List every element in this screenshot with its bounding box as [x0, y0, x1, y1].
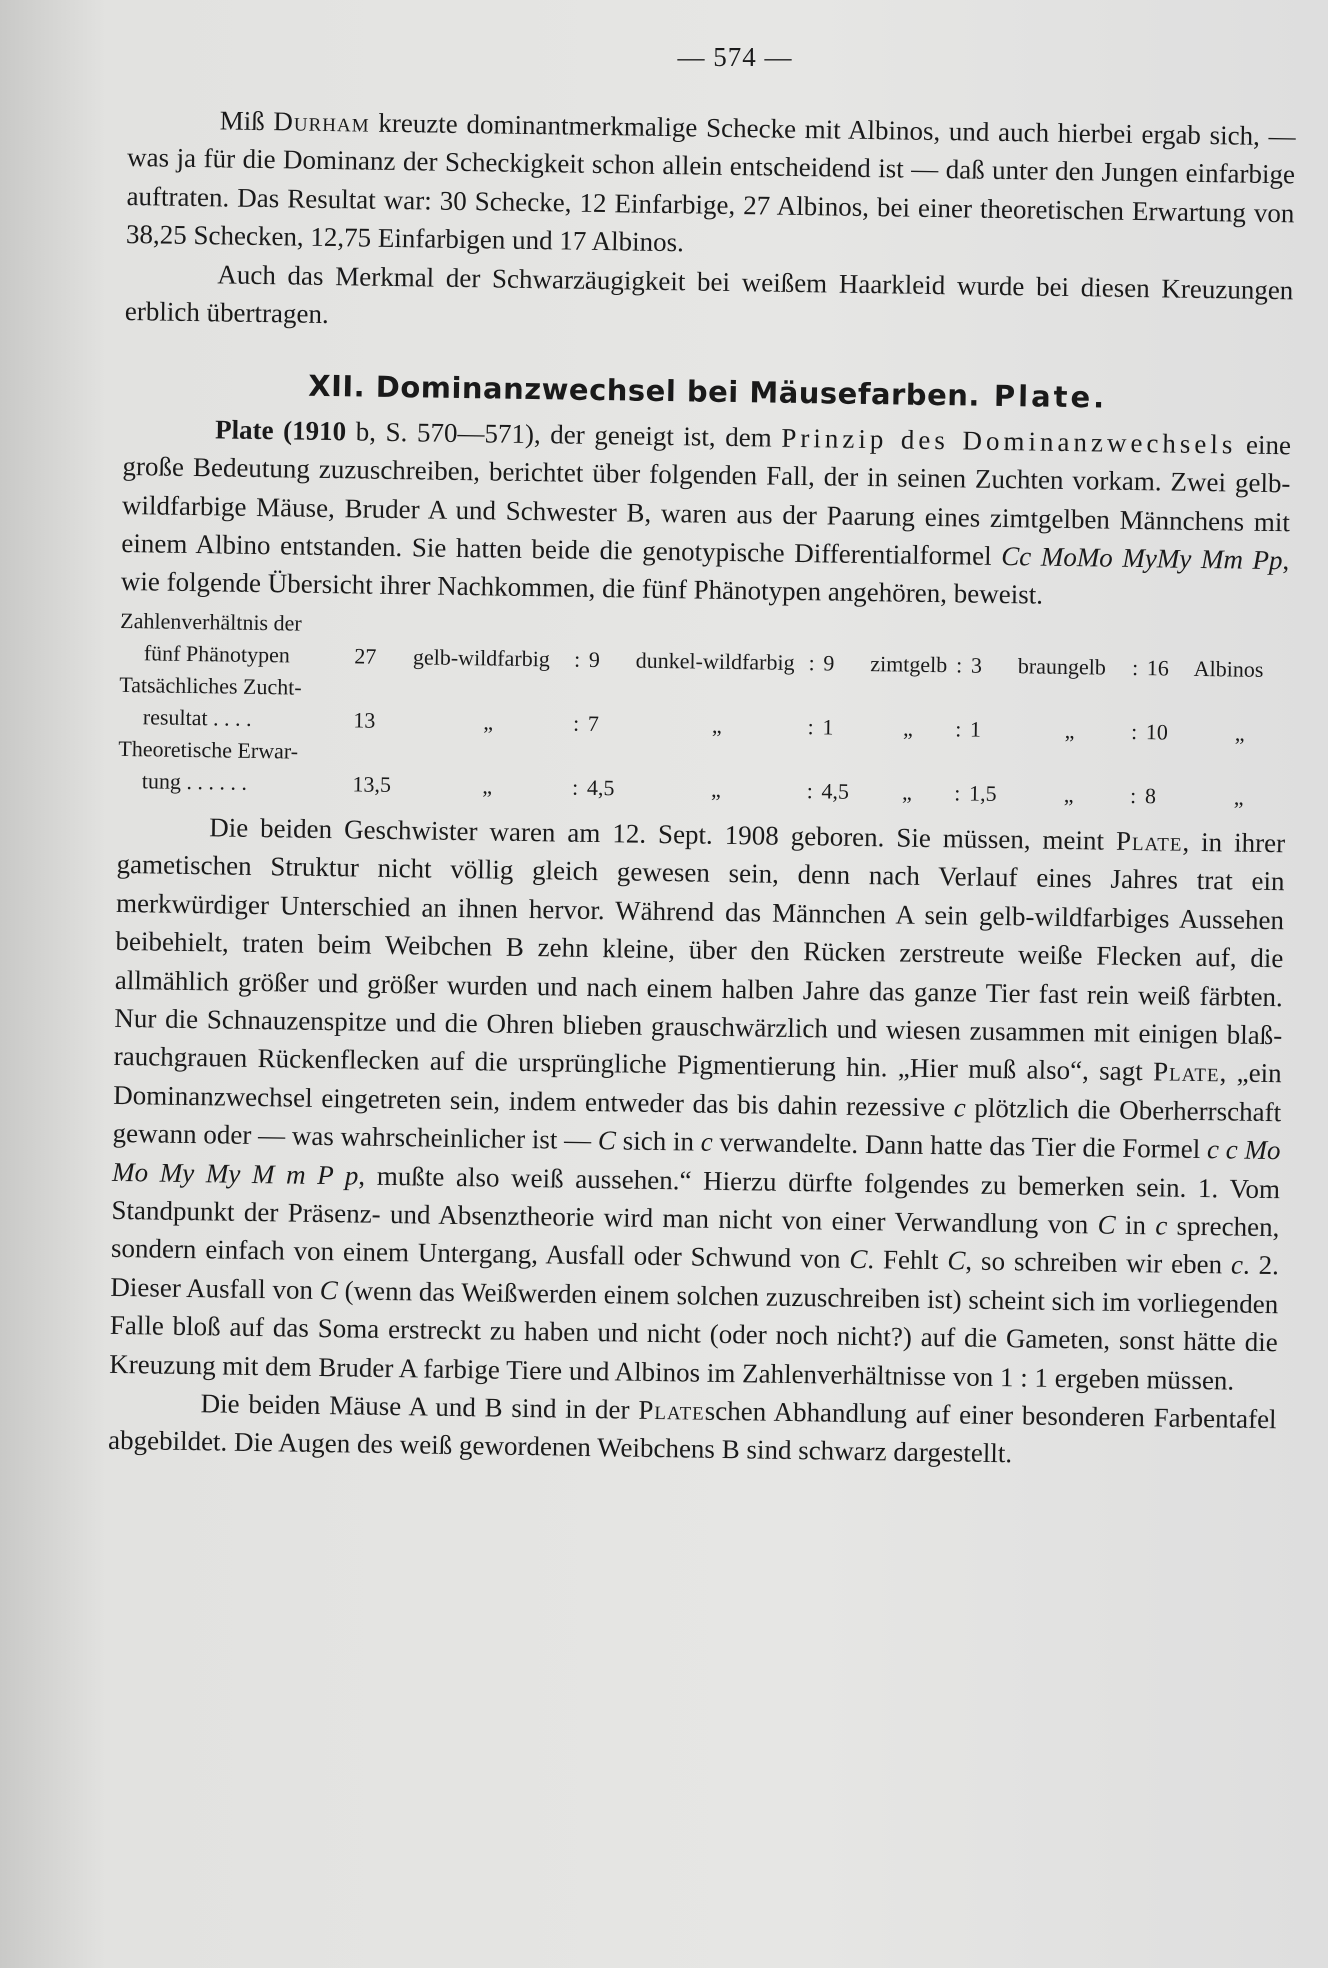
- table-cell: :: [1131, 654, 1139, 680]
- text-run: c: [700, 1126, 713, 1157]
- text-run: b, S. 570—571), der geneigt ist, dem: [345, 416, 782, 453]
- row-label-line: fünf Phänotypen: [143, 640, 291, 668]
- text-run: Die beiden Mäuse A und B sind in der: [200, 1388, 639, 1425]
- table-cell: „: [1064, 717, 1075, 743]
- paragraph: [108, 1383, 1277, 1477]
- table-cell: Albinos: [1193, 655, 1264, 682]
- row-label: [119, 669, 355, 736]
- text-run: , mußte also weiß aussehen.“ Hierzu dürfte folgendes zu bemerken sein. 1. Vom Standpunkt der Präsenz- und Absenztheorie wird man nicht von einer Verwandlung von: [111, 1160, 1281, 1240]
- bottom-paragraphs: [108, 807, 1286, 1477]
- paragraph: [125, 254, 1294, 348]
- table-cell: „: [1234, 720, 1245, 746]
- text-run: in: [1115, 1209, 1156, 1241]
- text-run: Plate (1910: [214, 414, 347, 447]
- table-cell: „: [902, 715, 914, 741]
- text-run: C: [597, 1125, 617, 1156]
- text-run: , in ihrer gametischen Struktur nicht völlig gleich gewesen sein, denn nach Verlauf eines Jahres trat ein merkwürdiger Unterschied an ihnen hervor. Während das Männchen A sein gelb-wildfarbiges Aussehen beibehielt, traten beim Weibchen B zehn kleine, über den Rücken zerstreute weiße Flecken auf, die allmählich größer und größer wurden und nach einem halben Jahre das ganze Tier fast rein weiß färbten. Nur die Schnauzenspitze und die Ohren blieben grauschwärzlich und wiesen zusammen mit einigen blaß-rauchgrauen Rückenflecken auf die ursprüngliche Pigmentierung hin. „Hier muß also“, sagt: [113, 826, 1286, 1087]
- table-cell: zimtgelb: [870, 650, 948, 678]
- table-cell: „: [1233, 784, 1244, 810]
- text-run: Cc MoMo MyMy Mm Pp: [1001, 541, 1283, 576]
- table-cell: „: [901, 779, 913, 805]
- text-run: Durham: [273, 106, 370, 138]
- row-label: [120, 605, 356, 672]
- text-run: eine große Bedeutung zuzuschreiben, berichtet über folgenden Fall, der in seinen Zuchten vorkam. Zwei gelb-wildfarbige Mäuse, Bruder A und Schwester B, waren aus der Paarung eines zimtgelben Männchens mit einem Albino entstanden. Sie hatten beide die genotypische Differentialformel: [121, 429, 1292, 572]
- text-run: , so schreiben wir eben: [965, 1245, 1232, 1280]
- table-cell: 9: [823, 650, 835, 676]
- table-cell: :: [571, 774, 579, 800]
- table-cell: :: [573, 646, 581, 672]
- table-cell: 9: [588, 646, 601, 672]
- row-label-line: resultat . . . .: [142, 704, 252, 731]
- table-cell: 27: [354, 643, 377, 669]
- table-cell: 3: [970, 652, 983, 678]
- text-run: Miß: [219, 105, 274, 137]
- text-run: kreuzte dominantmerkmalige Schecke mit Albinos, und auch hierbei ergab sich, — was ja für die Dominanz der Scheckigkeit schon allein entscheidend ist — daß unter den Jungen einfarbige auftraten. Das Resultat war: 30 Schecke, 12 Einfarbige, 27 Albinos, bei einer theoretischen Erwartung von 38,25 Schecken, 12,75 Einfarbigen und 17 Albinos.: [125, 107, 1296, 258]
- table-cell: „: [482, 773, 493, 799]
- text-run: schen Abhandlung auf einer besonderen Farbentafel abgebildet. Die Augen des weiß gewordenen Weibchens B sind schwarz dargestellt.: [107, 1395, 1277, 1469]
- table-cell: braungelb: [1017, 653, 1107, 680]
- text-run: Die beiden Geschwister waren am 12. Sept. 1908 geboren. Sie müssen, meint: [208, 812, 1117, 856]
- plate-paragraph: [121, 409, 1292, 618]
- table-cell: :: [1130, 718, 1138, 744]
- text-run: . 2. Dieser Ausfall von: [110, 1250, 1280, 1305]
- row-label-line: tung . . . . . .: [141, 768, 248, 795]
- table-cell: „: [710, 776, 722, 802]
- text-run: Plate: [1115, 825, 1183, 857]
- text-run: c: [1155, 1210, 1168, 1241]
- text-run: Plate: [1152, 1056, 1220, 1088]
- table-cell: 4,5: [821, 778, 850, 804]
- table-cell: 7: [587, 710, 600, 736]
- table-cell: 1: [969, 716, 982, 742]
- page-number: — 574 —: [677, 42, 793, 72]
- table-cell: „: [1063, 781, 1074, 807]
- table-cell: :: [1129, 782, 1137, 808]
- text-run: sich in: [615, 1125, 701, 1157]
- text-run: c c Mo Mo My My M m P p: [111, 1134, 1281, 1191]
- row-label-line: Tatsächliches Zucht-: [119, 671, 302, 700]
- text-run: C: [947, 1245, 966, 1276]
- text-run: , „ein Dominanzwechsel eingetreten sein, indem entweder das bis dahin rezessive: [113, 1057, 1282, 1123]
- table-cell: :: [807, 714, 814, 740]
- text-run: Plate: [638, 1394, 706, 1426]
- section-title: XII. Dominanzwechsel bei Mäusefarben.: [307, 369, 981, 414]
- table-cell: :: [808, 650, 815, 676]
- text-run: c: [1230, 1249, 1244, 1281]
- table-cell: :: [955, 716, 962, 742]
- paragraph: [109, 807, 1285, 1400]
- text-run: (wenn das Weißwerden einem solchen zuzuschreiben ist) scheint sich im vorliegenden Falle bloß auf das Soma erstreckt zu haben und nicht (oder noch nicht?) auf die Gameten, sonst hätte die Kreuzung mit dem Bruder A farbige Tiere und Albinos im Zahlenverhältnisse von 1 : 1 ergeben müssen.: [109, 1274, 1279, 1396]
- text-run: Prinzip des Dominanzwechsels: [781, 422, 1237, 460]
- text-run: plötzlich die Oberherrschaft gewann oder — was wahrscheinlicher ist —: [112, 1092, 1282, 1156]
- row-label: [118, 733, 354, 800]
- paragraph: [126, 100, 1296, 271]
- top-paragraphs: [125, 100, 1296, 348]
- table-cell: „: [483, 709, 494, 735]
- table-cell: 13,5: [352, 771, 392, 797]
- phenotype-ratio-table: [118, 605, 1289, 814]
- table-cell: 1,5: [968, 780, 997, 806]
- section-author: Plate.: [993, 379, 1108, 415]
- text-run: C: [319, 1274, 339, 1305]
- paragraph: [121, 409, 1292, 618]
- row-label-line: Zahlenverhältnis der: [120, 607, 302, 636]
- row-label-line: Theoretische Erwar-: [118, 735, 299, 764]
- table-cell: :: [955, 652, 963, 678]
- table-cell: 16: [1146, 655, 1170, 681]
- table-cell: dunkel-wildfarbig: [635, 647, 795, 675]
- table-cell: :: [572, 710, 580, 736]
- text-run: verwandelte. Dann hatte das Tier die Formel: [712, 1126, 1208, 1165]
- page-body: [108, 100, 1296, 1477]
- text-run: C: [1097, 1209, 1116, 1240]
- table-cell: 1: [822, 714, 834, 740]
- text-run: . Fehlt: [867, 1244, 948, 1276]
- table-cell: 10: [1145, 719, 1169, 745]
- table-cell: 4,5: [586, 774, 615, 801]
- text-run: , wie folgende Übersicht ihrer Nachkommen, die fünf Phänotypen angehören, beweist.: [120, 545, 1290, 611]
- text-run: sprechen, sondern einfach von einem Untergang, Ausfall oder Schwund von: [110, 1210, 1280, 1275]
- text-run: c: [953, 1092, 966, 1123]
- table-cell: :: [806, 778, 814, 804]
- table-cell: „: [711, 712, 722, 738]
- table-cell: 8: [1144, 783, 1157, 809]
- text-run: Auch das Merkmal der Schwarzäugigkeit bei weißem Haarkleid wurde bei diesen Kreuzungen erblich übertragen.: [124, 258, 1294, 330]
- table-cell: :: [954, 780, 961, 806]
- table-cell: gelb-wildfarbig: [412, 644, 551, 672]
- table-cell: 13: [353, 707, 376, 733]
- text-run: C: [849, 1244, 868, 1275]
